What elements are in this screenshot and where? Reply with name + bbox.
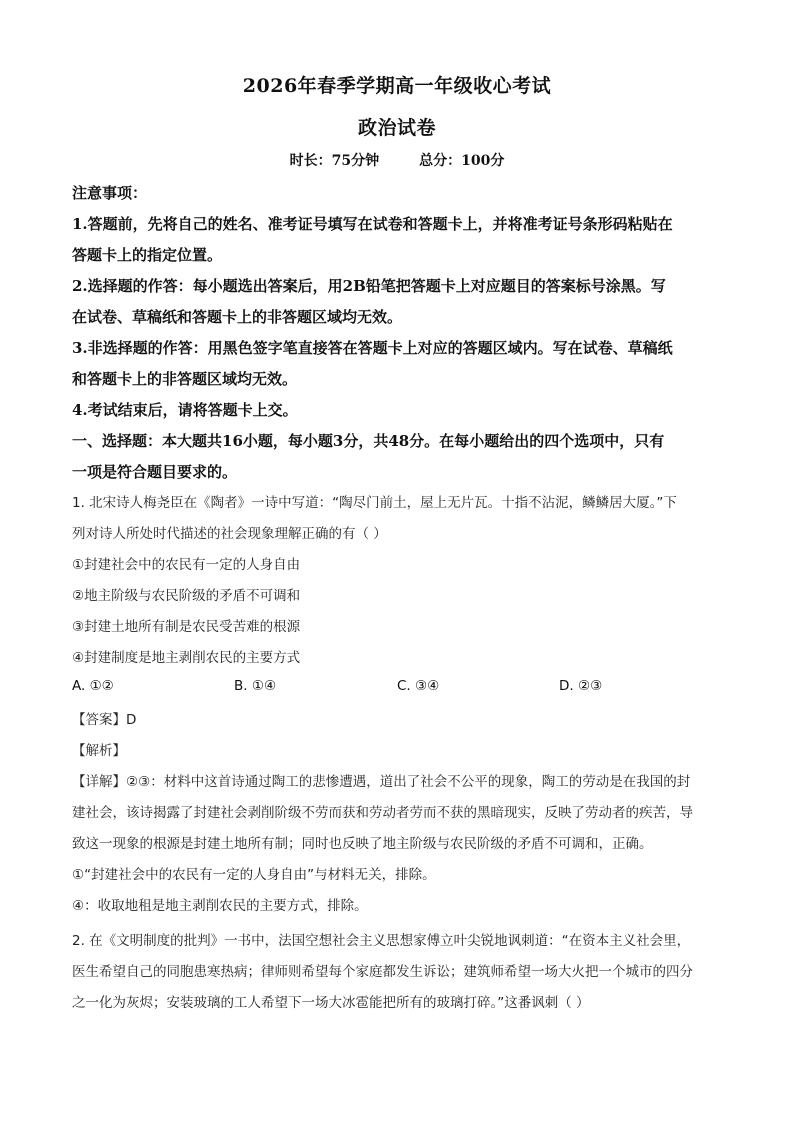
subject-title: 政治试卷	[357, 117, 436, 139]
q1-note-1: ①“封建社会中的农民有一定的人身自由”与材料无关，排除。	[72, 867, 436, 883]
q1-solution	[72, 705, 724, 922]
q1-detail-line: 建社会，该诗揭露了封建社会剥削阶级不劳而获和劳动者劳而不获的黑暗现实，反映了劳动者的疾苦，导	[72, 805, 693, 821]
q1-answer: 【答案】D	[72, 712, 137, 728]
q1-statement: ②地主阶级与农民阶级的矛盾不可调和	[72, 588, 301, 604]
q1-statement: ①封建社会中的农民有一定的人身自由	[72, 557, 301, 573]
notice-heading: 注意事项：	[72, 184, 148, 202]
question-1-stem	[72, 488, 724, 674]
q1-option-d: D. ②③	[559, 678, 603, 694]
notice-item-3: 3.非选择题的作答：用黑色签字笔直接答在答题卡上对应的答题区域内。写在试卷、草稿纸	[72, 339, 673, 357]
q1-stem-line: 1. 北宋诗人梅尧臣在《陶者》一诗中写道：“陶尽门前土，屋上无片瓦。十指不沾泥，鳞鳞居大厦。”下	[72, 495, 677, 511]
section-heading: 一、选择题：本大题共16小题，每小题3分，共48分。在每小题给出的四个选项中，只有	[72, 432, 665, 450]
q1-option-a: A. ①②	[72, 678, 114, 694]
notice-item-2: 2.选择题的作答：每小题选出答案后，用2B铅笔把答题卡上对应题目的答案标号涂黑。写	[72, 277, 666, 295]
q1-detail-line: 致这一现象的根源是封建土地所有制；同时也反映了地主阶级与农民阶级的矛盾不可调和，正确。	[72, 836, 653, 852]
notice-item-2-cont: 在试卷、草稿纸和答题卡上的非答题区域均无效。	[72, 308, 403, 326]
notice-item-1: 1.答题前，先将自己的姓名、准考证号填写在试卷和答题卡上，并将准考证号条形码粘贴在	[72, 215, 673, 233]
notice-item-4: 4.考试结束后，请将答题卡上交。	[72, 401, 298, 419]
q1-statement: ④封建制度是地主剥削农民的主要方式	[72, 650, 301, 666]
q1-note-2: ④：收取地租是地主剥削农民的主要方式，排除。	[72, 898, 368, 914]
q2-stem-line: 之一化为灰烬；安装玻璃的工人希望下一场大冰雹能把所有的玻璃打碎。”这番讽刺（ ）	[72, 995, 590, 1011]
q1-statement: ③封建土地所有制是农民受苦难的根源	[72, 619, 301, 635]
section-heading-cont: 一项是符合题目要求的。	[72, 463, 238, 481]
q2-stem-line: 2. 在《文明制度的批判》一书中，法国空想社会主义思想家傅立叶尖锐地讽刺道：“在资本主义社会里，	[72, 933, 691, 949]
q1-stem-line: 列对诗人所处时代描述的社会现象理解正确的有（ ）	[72, 526, 387, 542]
exam-title: 2026年春季学期高一年级收心考试	[242, 75, 552, 97]
duration-text: 时长：75分钟	[289, 153, 380, 169]
question-2-stem	[72, 926, 724, 1019]
notice-item-3-cont: 和答题卡上的非答题区域均无效。	[72, 370, 298, 388]
total-score-text: 总分：100分	[419, 153, 505, 169]
q1-option-b: B. ①④	[234, 678, 277, 694]
q1-option-c: C. ③④	[397, 678, 440, 694]
notice-item-1-cont: 答题卡上的指定位置。	[72, 246, 223, 264]
notice-section	[72, 178, 724, 488]
q1-detail-line: 【详解】②③：材料中这首诗通过陶工的悲惨遭遇，道出了社会不公平的现象，陶工的劳动是在我国的封	[72, 774, 691, 790]
q1-analysis-label: 【解析】	[72, 743, 126, 759]
q2-stem-line: 医生希望自己的同胞患寒热病；律师则希望每个家庭都发生诉讼；建筑师希望一场大火把一个城市的四分	[72, 964, 693, 980]
exam-meta	[0, 150, 794, 170]
